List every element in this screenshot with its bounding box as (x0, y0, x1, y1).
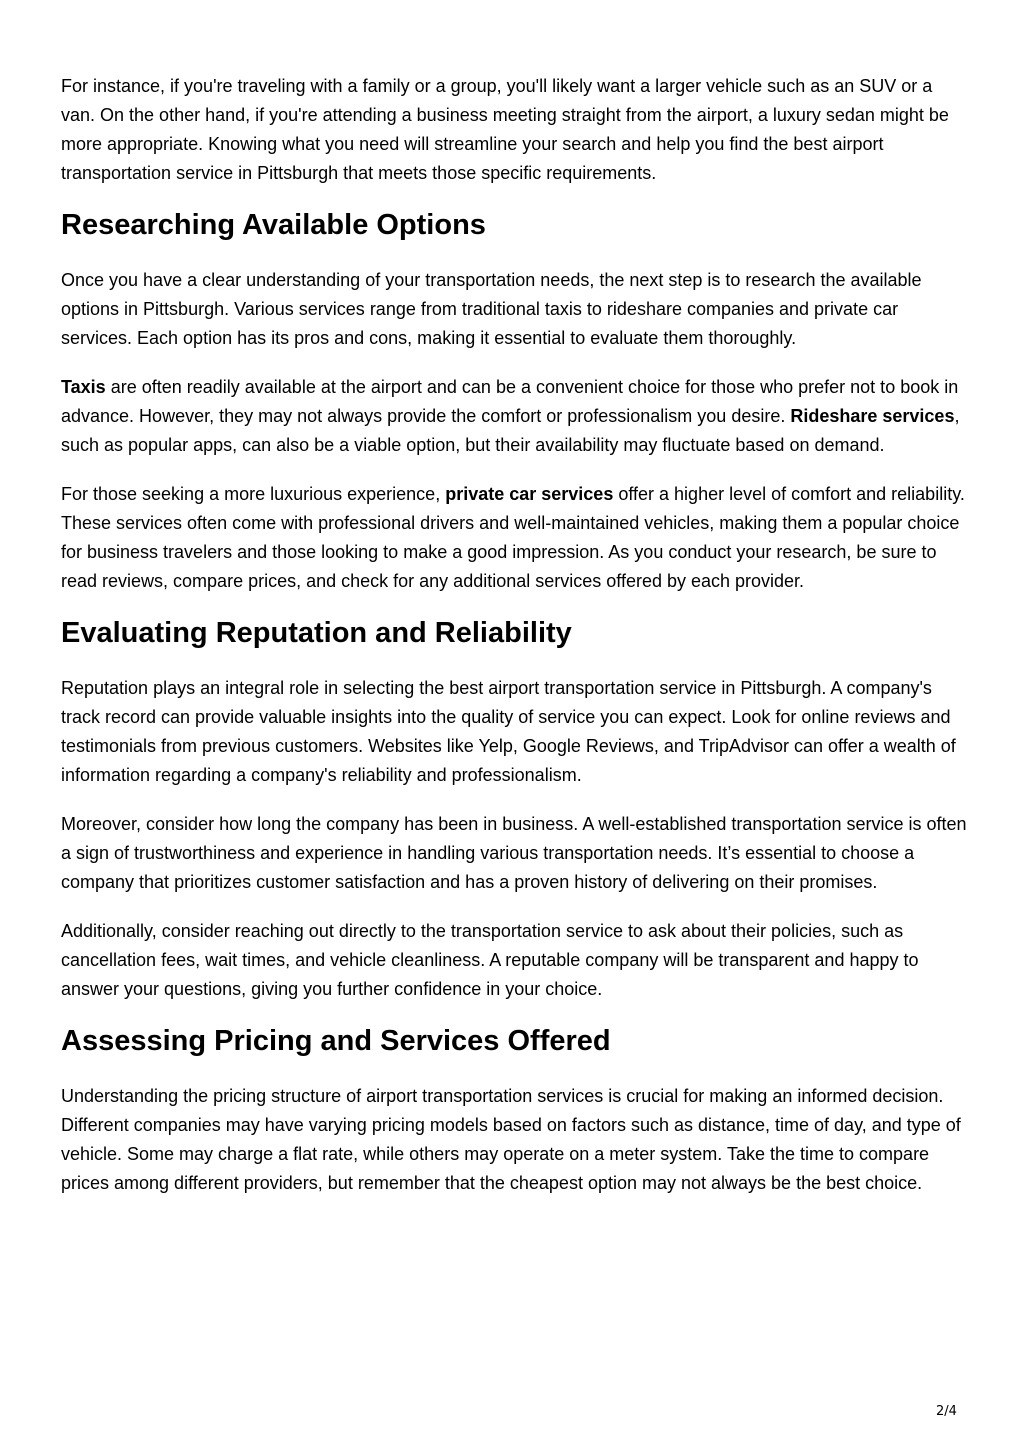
heading-pricing-services: Assessing Pricing and Services Offered (61, 1025, 611, 1057)
heading-reputation-reliability: Evaluating Reputation and Reliability (61, 617, 572, 649)
private-car-text: offer a higher level of comfort and reliability. These services often come with professional drivers and well-maintained vehicles, making them a popular choice for business travelers and those looking to make a good impression. As you conduct your research, be sure to read reviews, compare prices, and check for any additional services offered by each provider. (61, 484, 965, 591)
taxis-bold: Taxis (61, 377, 106, 397)
page-number: 2/4 (936, 1404, 957, 1419)
rideshare-bold: Rideshare services (790, 406, 955, 426)
private-car-bold: private car services (445, 484, 614, 504)
reputation-paragraph-2: Moreover, consider how long the company has been in business. A well-established transportation service is often a sign of trustworthiness and experience in handling various transportation needs. It’s essential to choose a company that prioritizes customer satisfaction and has a proven history of delivering on their promises. (61, 814, 967, 892)
rideshare-text: , such as popular apps, can also be a viable option, but their availability may fluctuate based on demand. (61, 406, 960, 455)
researching-paragraph-2 (61, 373, 971, 460)
reputation-paragraph-1: Reputation plays an integral role in selecting the best airport transportation service in Pittsburgh. A company's track record can provide valuable insights into the quality of service you can expect. Look for online reviews and testimonials from previous customers. Websites like Yelp, Google Reviews, and TripAdvisor can offer a wealth of information regarding a company's reliability and professionalism. (61, 678, 956, 785)
document-page (61, 72, 971, 1218)
pricing-paragraph-1: Understanding the pricing structure of airport transportation services is crucial for making an informed decision. Different companies may have varying pricing models based on factors such as distance, time of day, and type of vehicle. Some may charge a flat rate, while others may operate on a meter system. Take the time to compare prices among different providers, but remember that the cheapest option may not always be the best choice. (61, 1086, 961, 1193)
private-car-intro-text: For those seeking a more luxurious experience, (61, 484, 446, 504)
taxis-text: are often readily available at the airport and can be a convenient choice for those who prefer not to book in advance. However, they may not always provide the comfort or professionalism you desire. (61, 377, 959, 426)
heading-researching-options: Researching Available Options (61, 209, 486, 241)
reputation-paragraph-3: Additionally, consider reaching out directly to the transportation service to ask about their policies, such as cancellation fees, wait times, and vehicle cleanliness. A reputable company will be transparent and happy to answer your questions, giving you further confidence in your choice. (61, 921, 919, 999)
researching-paragraph-3 (61, 480, 971, 596)
intro-paragraph: For instance, if you're traveling with a family or a group, you'll likely want a larger vehicle such as an SUV or a van. On the other hand, if you're attending a business meeting straight from the airport, a luxury sedan might be more appropriate. Knowing what you need will streamline your search and help you find the best airport transportation service in Pittsburgh that meets those specific requirements. (61, 76, 949, 183)
researching-paragraph-1: Once you have a clear understanding of your transportation needs, the next step is to research the available options in Pittsburgh. Various services range from traditional taxis to rideshare companies and private car services. Each option has its pros and cons, making it essential to evaluate them thoroughly. (61, 270, 922, 348)
